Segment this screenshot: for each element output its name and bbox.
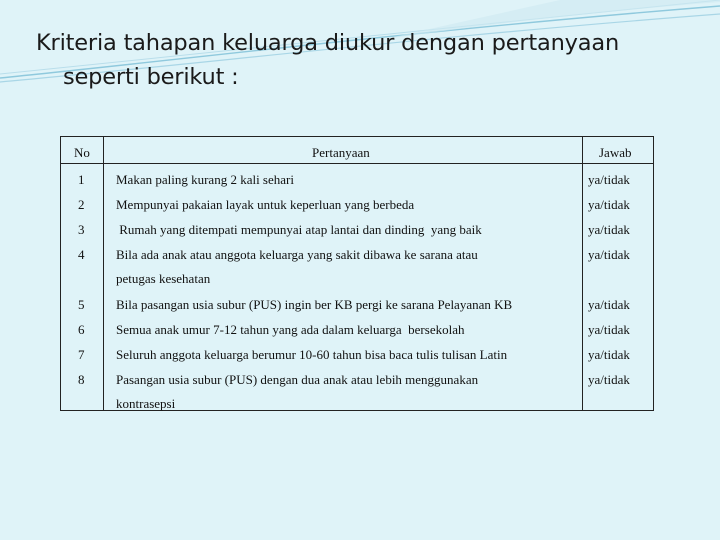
column-divider (103, 137, 104, 410)
slide-title (36, 26, 676, 94)
row-question: Pasangan usia subur (PUS) dengan dua anak atau lebih menggunakan (116, 372, 479, 387)
row-question: Semua anak umur 7-12 tahun yang ada dalam keluarga bersekolah (116, 322, 465, 337)
header-question: Pertanyaan (312, 145, 370, 160)
row-number: 2 (78, 197, 85, 212)
row-question-continued: kontrasepsi (116, 396, 176, 411)
row-question-continued: petugas kesehatan (116, 271, 211, 286)
row-number: 8 (78, 372, 85, 387)
row-question: Rumah yang ditempati mempunyai atap lantai dan dinding yang baik (116, 222, 482, 237)
row-number: 4 (78, 247, 85, 262)
row-question: Mempunyai pakaian layak untuk keperluan yang berbeda (116, 197, 415, 212)
header-divider (61, 163, 653, 164)
row-answer: ya/tidak (588, 222, 630, 237)
header-answer: Jawab (599, 145, 632, 160)
row-number: 3 (78, 222, 85, 237)
slide-title-line-2: seperti berikut : (63, 64, 239, 90)
row-answer: ya/tidak (588, 172, 630, 187)
row-number: 6 (78, 322, 85, 337)
criteria-table (60, 136, 654, 411)
row-question: Makan paling kurang 2 kali sehari (116, 172, 294, 187)
row-answer: ya/tidak (588, 247, 630, 262)
row-answer: ya/tidak (588, 372, 630, 387)
slide-title-line-1: Kriteria tahapan keluarga diukur dengan pertanyaan (36, 30, 620, 56)
column-divider (582, 137, 583, 410)
row-answer: ya/tidak (588, 297, 630, 312)
row-number: 1 (78, 172, 85, 187)
row-number: 7 (78, 347, 85, 362)
row-answer: ya/tidak (588, 347, 630, 362)
row-question: Seluruh anggota keluarga berumur 10-60 tahun bisa baca tulis tulisan Latin (116, 347, 508, 362)
row-answer: ya/tidak (588, 322, 630, 337)
header-no: No (74, 145, 90, 160)
row-question: Bila pasangan usia subur (PUS) ingin ber KB pergi ke sarana Pelayanan KB (116, 297, 513, 312)
row-number: 5 (78, 297, 85, 312)
row-question: Bila ada anak atau anggota keluarga yang sakit dibawa ke sarana atau (116, 247, 478, 262)
row-answer: ya/tidak (588, 197, 630, 212)
